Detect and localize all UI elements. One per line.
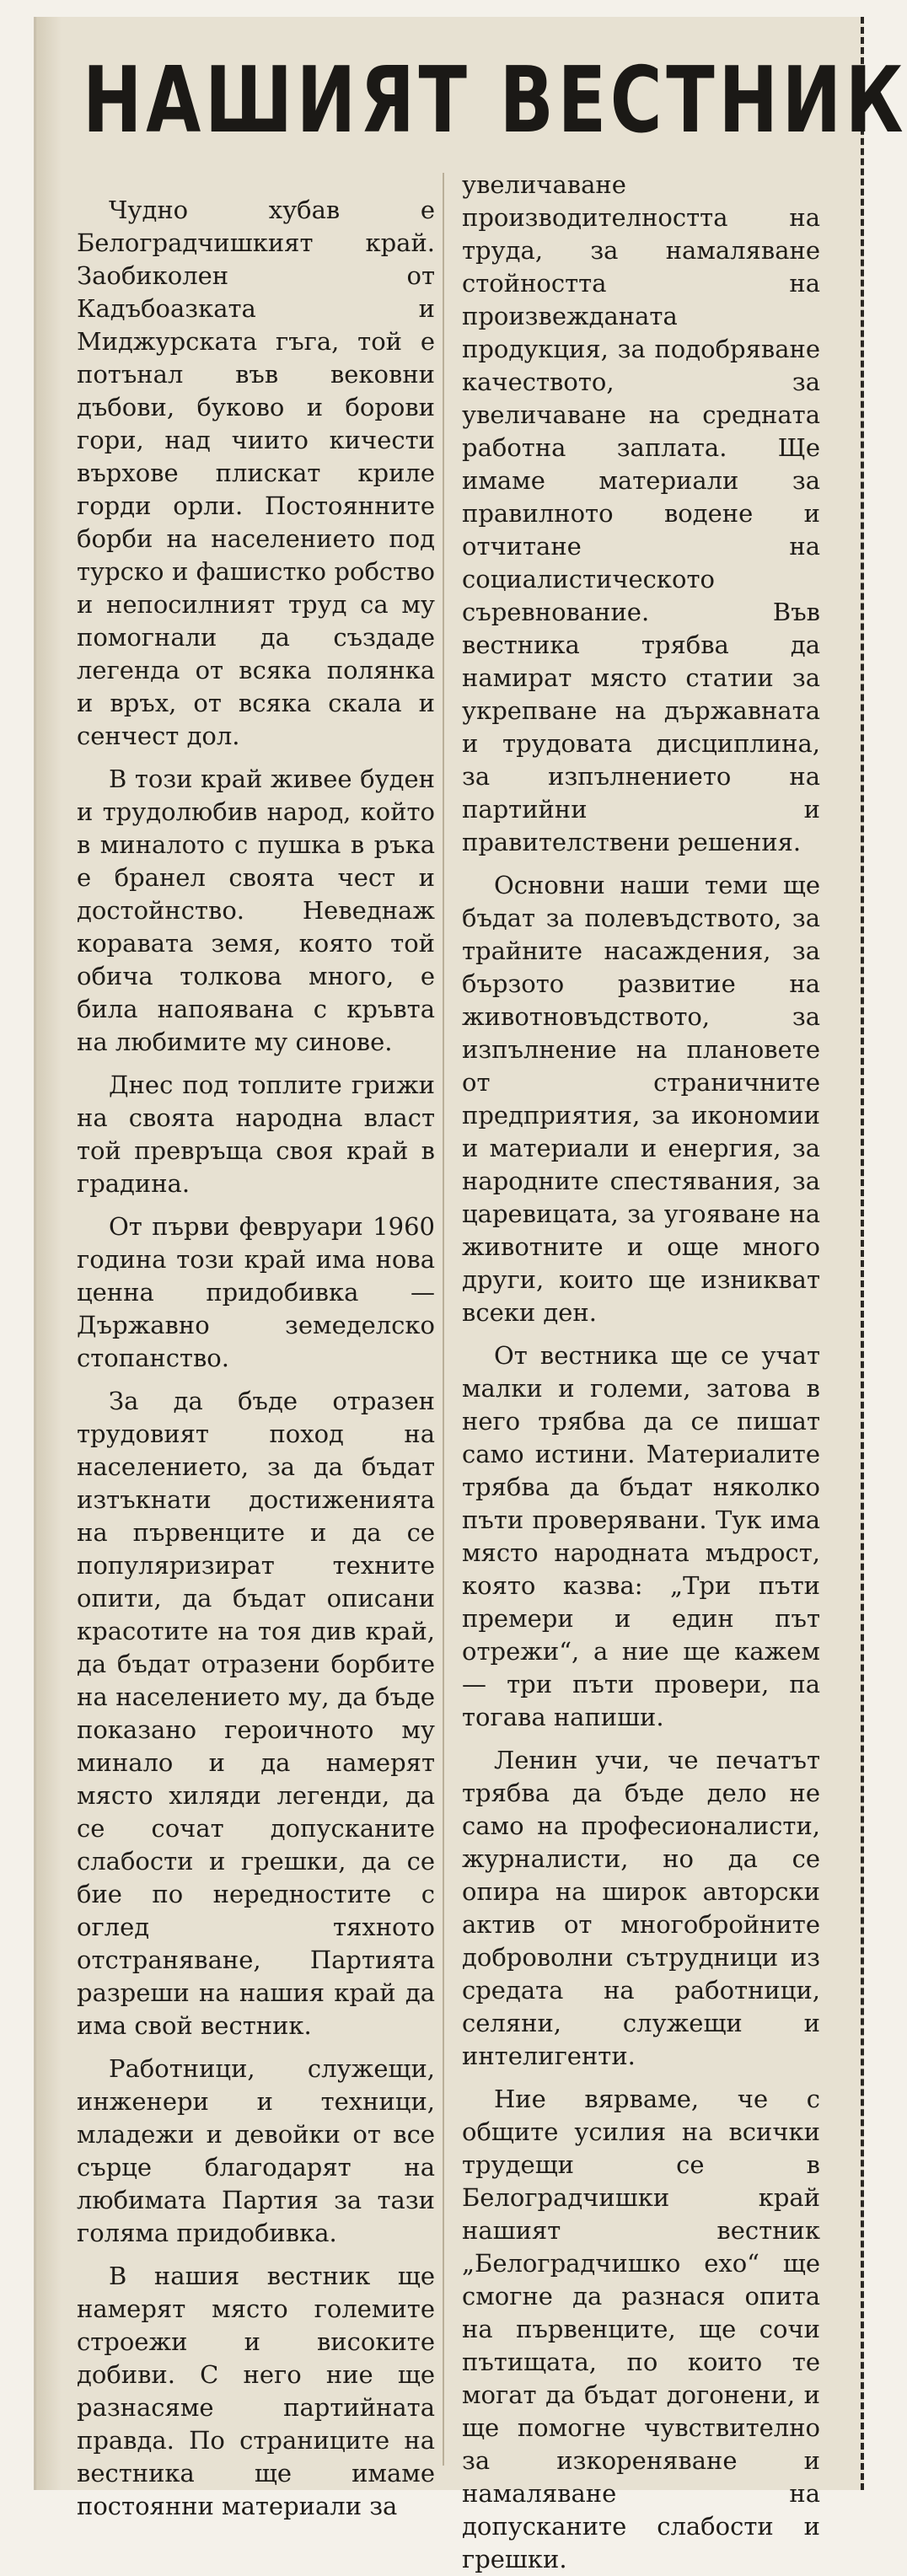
- paragraph: В този край живее буден и трудолюбив народ, който в миналото с пушка в ръка е бранел своята чест и достойнство. Неведнаж коравата земя, която той обича толкова много, е била напоявана с кръвта на любимите му синове.: [77, 765, 435, 1056]
- paragraph: В нашия вестник ще намерят място големите строежи и високите добиви. С него ние ще разнасяме партийната правда. По страниците на вестника ще имаме постоянни материали за: [77, 2262, 435, 2520]
- paragraph: От вестника ще се учат малки и големи, затова в него трябва да се пишат само истини. Материалите трябва да бъдат няколко пъти проверявани. Тук има място народната мъдрост, която казва: „Три пъти премери и един път отрежи“, а ние ще кажем — три пъти провери, па тогава напиши.: [462, 1341, 820, 1731]
- article-title: НАШИЯТ ВЕСТНИК: [83, 48, 907, 153]
- paragraph: увеличаване производителността на труда, за намаляване стойността на произвежданата продукция, за подобряване качеството, за увеличаване на средната работна заплата. Ще имаме материали за правилното водене и отчитане на социалистическото съревнование. Във вестника трябва да намират място статии за укрепване на държавната и трудовата дисциплина, за изпълнението на партийни и правителствени решения.: [462, 170, 820, 856]
- paragraph: От първи февруари 1960 година този край има нова ценна придобивка — Държавно земеделско стопанство.: [77, 1212, 435, 1372]
- paragraph: За да бъде отразен трудовият поход на населението, за да бъдат изтъкнати достиженията на първенците и да се популяризират техните опити, да бъдат описани красотите на тоя див край, да бъдат отразени борбите на населението му, да бъде показано героичното му минало и да намерят място хиляди легенди, да се сочат допусканите слабости и грешки, да се бие по нередностите с оглед тяхното отстраняване, Партията разреши на нашия край да има свой вестник.: [77, 1387, 435, 2040]
- paragraph: Чудно хубав е Белоградчишкият край. Заобиколен от Кадъбоазката и Миджурската гъга, той е потънал във вековни дъбови, буково и борови гори, над чиито кичести върхове плискат криле горди орли. Постоянните борби на населението под турско и фашистко робство и непосилният труд са му помогнали да създаде легенда от всяка полянка и връх, от всяка скала и сенчест дол.: [77, 196, 435, 750]
- paper-fold-shadow: [36, 17, 62, 2490]
- left-column: [77, 194, 435, 2520]
- right-column: [462, 169, 820, 2573]
- paragraph: Ние вярваме, че с общите усилия на всички трудещи се в Белоградчишки край нашият вестник „Белоградчишко ехо“ ще смогне да разнася опита на първенците, ще сочи пътищата, по които те могат да бъдат догонени, и ще помогне чувствително за изкореняване и намаляване на допусканите слабости и грешки.: [462, 2085, 820, 2573]
- column-divider: [443, 173, 444, 2466]
- paragraph: Ленин учи, че печатът трябва да бъде дело не само на професионалисти, журналисти, но да се опира на широк авторски актив от многобройните доброволни сътрудници из средата на работници, селяни, служещи и интелигенти.: [462, 1746, 820, 2070]
- paragraph: Днес под топлите грижи на своята народна власт той превръща своя край в градина.: [77, 1071, 435, 1198]
- newspaper-clipping: [34, 17, 907, 2573]
- paragraph: Работници, служещи, инженери и техници, младежи и девойки от все сърце благодарят на любимата Партия за тази голяма придобивка.: [77, 2054, 435, 2247]
- paragraph: Основни наши теми ще бъдат за полевъдството, за трайните насаждения, за бързото развитие на животновъдството, за изпълнение на плановете от страничните предприятия, за икономии и материали и енергия, за народните спестявания, за царевицата, за угояване на животните и още много други, които ще изникват всеки ден.: [462, 871, 820, 1327]
